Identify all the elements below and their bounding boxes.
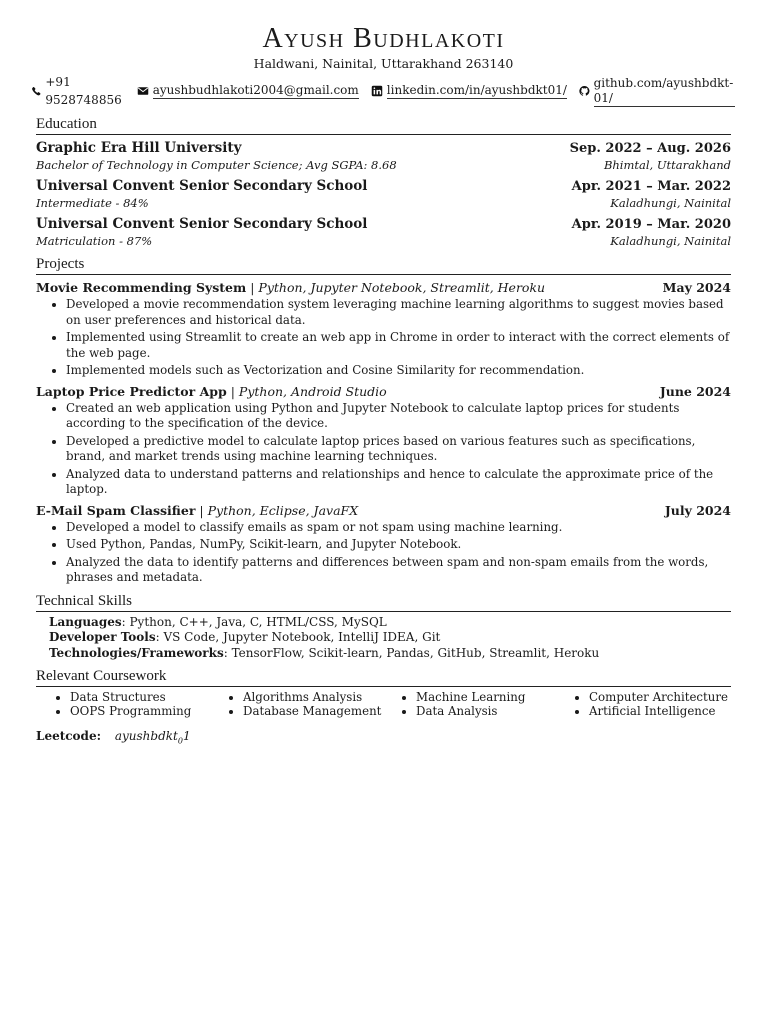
linkedin-link[interactable]: linkedin.com/in/ayushbdkt01/ [386,83,567,97]
project-name: Movie Recommending System [36,280,247,295]
institution-name: Universal Convent Senior Secondary School [36,216,368,232]
list-item: • Analyzed the data to identify patterns and differences between spam and non-spam emails from the words, phrases and metadata. [66,555,731,586]
leetcode-label: Leetcode: [36,729,102,743]
list-item: • Computer Architecture [589,690,728,704]
project-entry: Movie Recommending System | Python, Jupyter Notebook, Streamlit, Heroku May 2024 • Developed a movie recommendation system leveraging machine learning algorithms to suggest movies based on user preferences and historical data. • Implemented using Streamlit to create an web app in Chrome in order to interact with the correct elements of the web page. • Implemented models such as Vectorization and Cosine Similarity for recommendation. [36,279,731,379]
skills-label: Developer Tools [49,630,156,644]
coursework-grid [36,690,731,718]
project-name: Laptop Price Predictor App [36,383,227,399]
list-item: • Data Analysis [416,704,555,718]
education-entry [36,177,731,211]
education-dates: Sep. 2022 – Aug. 2026 [569,141,731,156]
degree: Matriculation - 87% [36,234,153,248]
projects-heading: Projects [36,255,731,275]
coursework-column [555,690,728,718]
list-item: • Artificial Intelligence [589,704,728,718]
skills-label: Technologies/Frameworks [49,645,224,660]
institution-name: Universal Convent Senior Secondary School [36,178,368,194]
institution-name: Graphic Era Hill University [36,140,242,156]
project-entry: E-Mail Spam Classifier | Python, Eclipse, JavaFX July 2024 • Developed a model to classify emails as spam or not spam using machine learning. • Used Python, Pandas, NumPy, Scikit-learn, and Jupyter Notebook. • Analyzed the data to identify patterns and differences between spam and non-spam emails from the words, phrases and metadata. [36,502,731,586]
candidate-name: Ayush Budhlakoti [262,23,505,54]
project-tech: Python, Jupyter Notebook, Streamlit, Heroku [258,280,546,295]
skills-heading: Technical Skills [36,592,731,612]
contact-email[interactable] [137,73,359,109]
contact-bar [36,73,734,109]
degree: Intermediate - 84% [36,196,149,210]
phone-icon [32,85,41,97]
list-item: • Created an web application using Python and Jupyter Notebook to calculate laptop prices for students according to the specification of the device. [66,401,731,432]
list-item: • Data Structures [70,690,209,704]
contact-github[interactable] [579,73,735,109]
project-bullets [36,520,731,586]
skills-row: Developer Tools: VS Code, Jupyter Notebook, IntelliJ IDEA, Git [49,630,441,644]
list-item: • Machine Learning [416,690,555,704]
education-dates: Apr. 2019 – Mar. 2020 [571,217,731,232]
location: Kaladhungi, Nainital [610,234,731,248]
list-item: • Algorithms Analysis [243,690,382,704]
phone-number: +91 9528748856 [45,75,122,107]
coursework-column [382,690,555,718]
github-link[interactable]: github.com/ayushbdkt-01/ [593,75,734,105]
project-bullets [36,401,731,498]
address: Haldwani, Nainital, Uttarakhand 263140 [253,56,514,71]
leetcode-handle[interactable]: ayushbdkt$_0$1 [114,729,191,746]
contact-phone[interactable] [32,73,124,109]
location: Bhimtal, Uttarakhand [603,158,731,172]
education-dates: Apr. 2021 – Mar. 2022 [571,179,731,194]
list-item: • Implemented using Streamlit to create an web app in Chrome in order to interact with the correct elements of the web page. [66,330,731,361]
skills-value: VS Code, Jupyter Notebook, IntelliJ IDEA, Git [163,630,441,644]
skills-value: TensorFlow, Scikit-learn, Pandas, GitHub, Streamlit, Heroku [231,645,600,660]
email-link[interactable]: ayushbudhlakoti2004@gmail.com [152,83,359,97]
list-item: • Used Python, Pandas, NumPy, Scikit-learn, and Jupyter Notebook. [66,537,731,553]
education-entry [36,139,731,173]
degree: Bachelor of Technology in Computer Science; Avg SGPA: 8.68 [36,158,397,172]
education-heading: Education [36,115,731,135]
github-icon [579,85,590,97]
list-item: • Developed a movie recommendation system leveraging machine learning algorithms to suggest movies based on user preferences and historical data. [66,297,731,328]
list-item: • Database Management [243,704,382,718]
project-date: July 2024 [664,502,731,518]
list-item: • Implemented models such as Vectorization and Cosine Similarity for recommendation. [66,363,731,379]
education-entry [36,215,731,249]
project-entry: Laptop Price Predictor App | Python, Android Studio June 2024 • Created an web application using Python and Jupyter Notebook to calculate laptop prices for students according to the specification of the device. • Developed a predictive model to calculate laptop prices based on various features such as specifications, brand, and market trends using machine learning techniques. • Analyzed data to understand patterns and relationships and hence to calculate the approximate price of the laptop. [36,383,731,498]
envelope-icon [137,85,149,97]
project-tech: Python, Android Studio [238,383,387,399]
coursework-heading: Relevant Coursework [36,667,731,687]
contact-linkedin[interactable] [371,73,567,109]
list-item: • Analyzed data to understand patterns and relationships and hence to calculate the approximate price of the laptop. [66,467,731,498]
project-tech: Python, Eclipse, JavaFX [207,502,359,518]
linkedin-icon [371,85,383,97]
skills-row: Technologies/Frameworks: TensorFlow, Scikit-learn, Pandas, GitHub, Streamlit, Heroku [49,645,600,660]
list-item: • OOPS Programming [70,704,209,718]
project-bullets [36,297,731,379]
coursework-column [36,690,209,718]
project-name: E-Mail Spam Classifier [36,502,196,518]
skills-row: Languages: Python, C++, Java, C, HTML/CSS, MySQL [49,614,387,629]
location: Kaladhungi, Nainital [610,196,731,210]
leetcode-line [36,728,731,749]
skills-list [36,615,731,662]
skills-value: Python, C++, Java, C, HTML/CSS, MySQL [129,614,387,629]
coursework-column [209,690,382,718]
list-item: • Developed a model to classify emails as spam or not spam using machine learning. [66,520,731,536]
list-item: • Developed a predictive model to calculate laptop prices based on various features such as specifications, brand, and market trends using machine learning techniques. [66,434,731,465]
skills-label: Languages [49,614,122,629]
project-date: June 2024 [659,383,731,399]
project-date: May 2024 [662,280,731,295]
